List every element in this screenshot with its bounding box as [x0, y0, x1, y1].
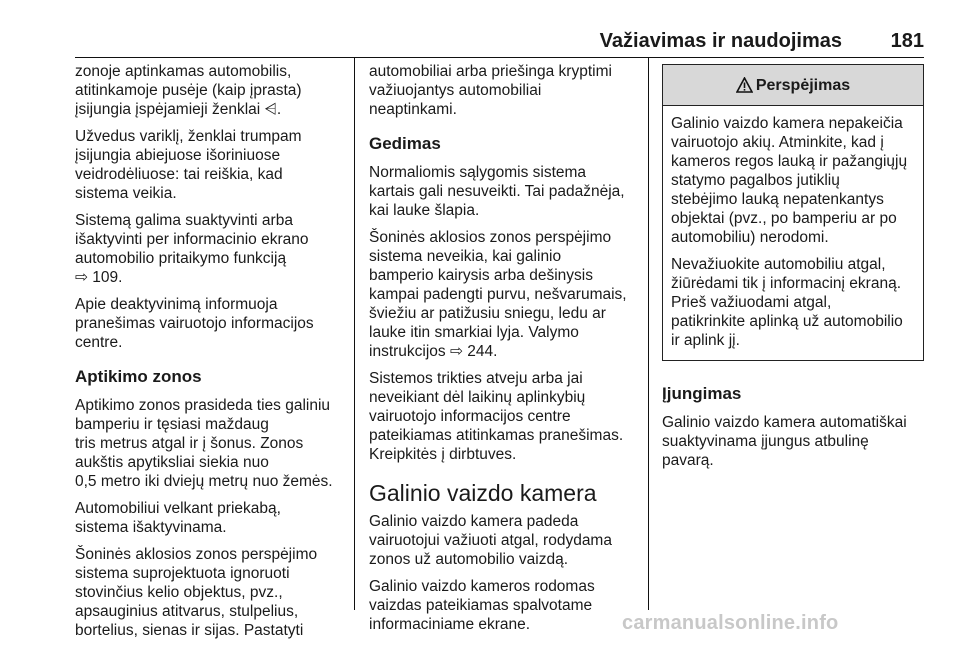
- paragraph: Šoninės aklosios zonos perspėjimo sistema neveikia, kai galinio bamperio kairysis arba dešinysis kampai padengti purvu, nešvarumais, šviežiu ar patižusiu sniegu, ledu ar lauke itin smarkiai lyja. Valymo instrukcijos ⇨ 244.: [369, 229, 627, 360]
- paragraph: Apie deaktyvinimą informuoja pranešimas vairuotojo informacijos centre.: [75, 296, 314, 351]
- paragraph: Normaliomis sąlygomis sistema kartais gali nesuveikti. Tai padažnėja, kai lauke šlapia.: [369, 164, 625, 219]
- column-divider-1: [354, 58, 355, 610]
- chapter-heading: Galinio vaizdo kamera: [369, 480, 597, 506]
- warning-triangle-icon: [736, 77, 753, 93]
- column-3: [662, 62, 924, 478]
- page-title: Važiavimas ir naudojimas: [599, 30, 842, 52]
- section-heading: Aptikimo zonos: [75, 367, 202, 386]
- section-heading: Gedimas: [369, 134, 441, 153]
- paragraph: Galinio vaizdo kamera nepakeičia vairuotojo akių. Atminkite, kad į kameros regos lauką ir pažangiųjų statymo pagalbos jutiklių stebėjimo lauką nepatenkantys objektai (pvz., po bamperiu ar po automobiliu) nerodomi.: [671, 115, 908, 246]
- paragraph: zonoje aptinkamas automobilis, atitinkamoje pusėje (kaip įprasta) įsijungia įspėjamieji ženklai ⩤.: [75, 63, 302, 118]
- page-header: [75, 27, 924, 57]
- column-1: [75, 62, 350, 648]
- page-number: 181: [890, 30, 924, 52]
- warning-header: [663, 65, 923, 106]
- column-2: [369, 62, 644, 642]
- paragraph: Automobiliui velkant priekabą, sistema išaktyvinama.: [75, 500, 281, 536]
- paragraph: Galinio vaizdo kamera automatiškai suaktyvinama įjungus atbulinę pavarą.: [662, 414, 907, 469]
- watermark: carmanualsonline.info: [622, 612, 839, 634]
- column-divider-2: [648, 58, 649, 610]
- paragraph: Sistemą galima suaktyvinti arba išaktyvinti per informacinio ekrano automobilio pritaikymo funkciją ⇨ 109.: [75, 212, 309, 286]
- warning-title: Perspėjimas: [755, 76, 851, 94]
- section-heading: Įjungimas: [662, 384, 742, 403]
- paragraph: Galinio vaizdo kameros rodomas vaizdas pateikiamas spalvotame informaciniame ekrane.: [369, 578, 595, 633]
- warning-box: [662, 64, 924, 361]
- paragraph: Aptikimo zonos prasideda ties galiniu bamperiu ir tęsiasi maždaug tris metrus atgal ir į šonus. Zonos aukštis apytiksliai siekia nuo 0,5 metro iki dviejų metrų nuo žemės.: [75, 397, 333, 490]
- paragraph: Sistemos trikties atveju arba jai neveikiant dėl laikinų aplinkybių vairuotojo informacijos centre pateikiamas atitinkamas pranešimas. Kreipkitės į dirbtuves.: [369, 370, 624, 463]
- header-rule: [75, 57, 924, 58]
- paragraph: Šoninės aklosios zonos perspėjimo sistema suprojektuota ignoruoti stovinčius kelio objektus, pvz., apsauginius atitvarus, stulpelius, bortelius, sienas ir sijas. Pastatyti: [75, 546, 318, 639]
- warning-body: [663, 106, 923, 360]
- paragraph: Užvedus variklį, ženklai trumpam įsijungia abiejuose išoriniuose veidrodėliuose: tai reiškia, kad sistema veikia.: [75, 128, 302, 202]
- paragraph: Galinio vaizdo kamera padeda vairuotojui važiuoti atgal, rodydama zonos už automobilio vaizdą.: [369, 513, 612, 568]
- paragraph: Nevažiuokite automobiliu atgal, žiūrėdami tik į informacinį ekraną. Prieš važiuodami atgal, patikrinkite aplinką už automobilio ir aplink jį.: [671, 256, 903, 349]
- paragraph: automobiliai arba priešinga kryptimi važiuojantys automobiliai neaptinkami.: [369, 63, 612, 118]
